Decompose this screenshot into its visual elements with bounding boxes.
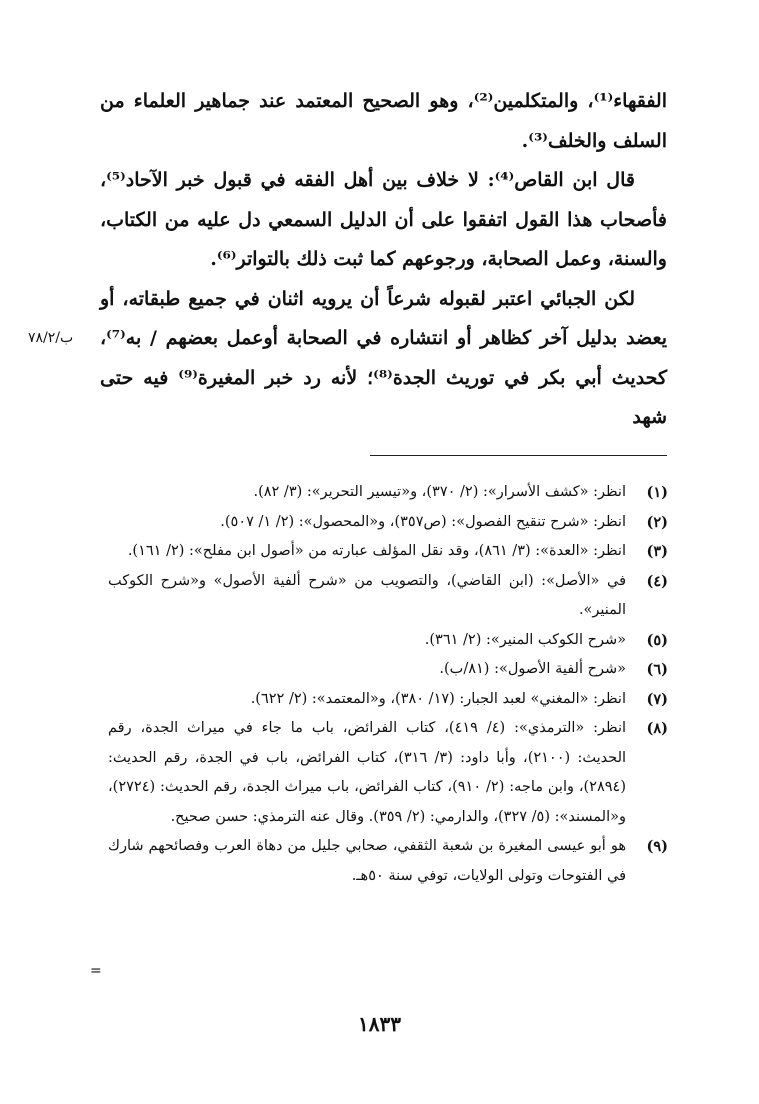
footnote-7 xyxy=(108,685,668,715)
continuation-mark: = xyxy=(90,963,102,979)
footnote-4 xyxy=(108,567,668,626)
footnote-5 xyxy=(108,626,668,656)
footnote-number: (٩) xyxy=(646,838,668,855)
paragraph-3: لكن الجبائي اعتبر لقبوله شرعاً أن يرويه اثنان في جميع طبقاته، أو يعضد بدليل آخر كظاهر أو انتشاره في الصحابة أوعمل بعضهم / به⁽⁷⁾، كحديث أبي بكر في توريث الجدة⁽⁸⁾؛ لأنه رد خبر المغيرة⁽⁹⁾ فيه حتى شهد xyxy=(100,287,667,428)
footnote-text: في «الأصل»: (ابن القاضي)، والتصويب من «شرح ألفية الأصول» و«شرح الكوكب المنير». xyxy=(108,572,626,618)
footnote-number: (٢) xyxy=(646,513,668,531)
footnote-2 xyxy=(108,508,668,538)
footnote-3 xyxy=(108,537,668,567)
paragraph-1: الفقهاء⁽¹⁾، والمتكلمين⁽²⁾، وهو الصحيح المعتمد عند جماهير العلماء من السلف والخلف⁽³⁾. xyxy=(100,90,667,152)
footnote-text: انظر: «كشف الأسرار»: (٢/ ٣٧٠)، و«تيسير التحرير»: (٣/ ٨٢). xyxy=(253,484,626,500)
footnote-9 xyxy=(108,832,668,891)
footnote-number: (١) xyxy=(646,484,668,501)
footnote-text: «شرح ألفية الأصول»: (٨١/ب). xyxy=(439,661,626,677)
footnote-text: «شرح الكوكب المنير»: (٢/ ٣٦١). xyxy=(424,631,626,648)
footnote-1 xyxy=(108,478,668,508)
footnote-number: (٤) xyxy=(646,572,668,590)
footnote-number: (٦) xyxy=(646,661,668,678)
page-number: ١٨٣٣ xyxy=(358,1012,401,1036)
footnote-number: (٨) xyxy=(646,720,668,737)
footnote-8 xyxy=(108,714,668,832)
footnote-number: (٧) xyxy=(646,690,668,708)
manuscript-folio-note: ب/٧٨/٢ xyxy=(28,330,74,346)
footnote-text: انظر: «شرح تنقيح الفصول»: (ص٣٥٧)، و«المحصول»: (٢/ ١/ ٥٠٧). xyxy=(220,513,626,530)
footnote-text: انظر: «الترمذي»: (٤/ ٤١٩)، كتاب الفرائض، باب ما جاء في ميراث الجدة، رقم الحديث: (٢١٠٠)، وأبا داود: (٣/ ٣١٦)، كتاب الفرائض، باب في الجدة، رقم الحديث: (٢٨٩٤)، وابن ماجه: (٢/ ٩١٠)، كتاب الفرائض، باب ميراث الجدة، رقم الحديث: (٢٧٢٤)، و«المسند»: (٥/ ٣٢٧)، والدارمي: (٢/ ٣٥٩). وقال عنه الترمذي: حسن صحيح. xyxy=(108,720,627,825)
footnote-number: (٥) xyxy=(646,631,668,649)
footnote-6 xyxy=(108,655,668,685)
paragraph-2: قال ابن القاص⁽⁴⁾: لا خلاف بين أهل الفقه في قبول خبر الآحاد⁽⁵⁾، فأصحاب هذا القول اتفقوا على أن الدليل السمعي دل عليه من الكتاب، والسنة، وعمل الصحابة، ورجوعهم كما ثبت ذلك بالتواتر⁽⁶⁾. xyxy=(100,169,667,270)
footnote-separator xyxy=(370,455,667,456)
footnote-text: انظر: «العدة»: (٣/ ٨٦١)، وقد نقل المؤلف عبارته من «أصول ابن مفلح»: (٢/ ١٦١). xyxy=(127,543,626,559)
footnote-number: (٣) xyxy=(646,543,668,560)
main-text xyxy=(100,82,667,438)
footnote-text: انظر: «المغني» لعبد الجبار: (١٧/ ٣٨٠)، و«المعتمد»: (٢/ ٦٢٢). xyxy=(250,690,626,707)
footnote-text: هو أبو عيسى المغيرة بن شعبة الثقفي، صحابي جليل من دهاة العرب وفصائحهم شارك في الفتوحات وتولى الولايات، توفي سنة ٥٠هـ. xyxy=(108,838,626,884)
footnotes xyxy=(108,478,668,891)
